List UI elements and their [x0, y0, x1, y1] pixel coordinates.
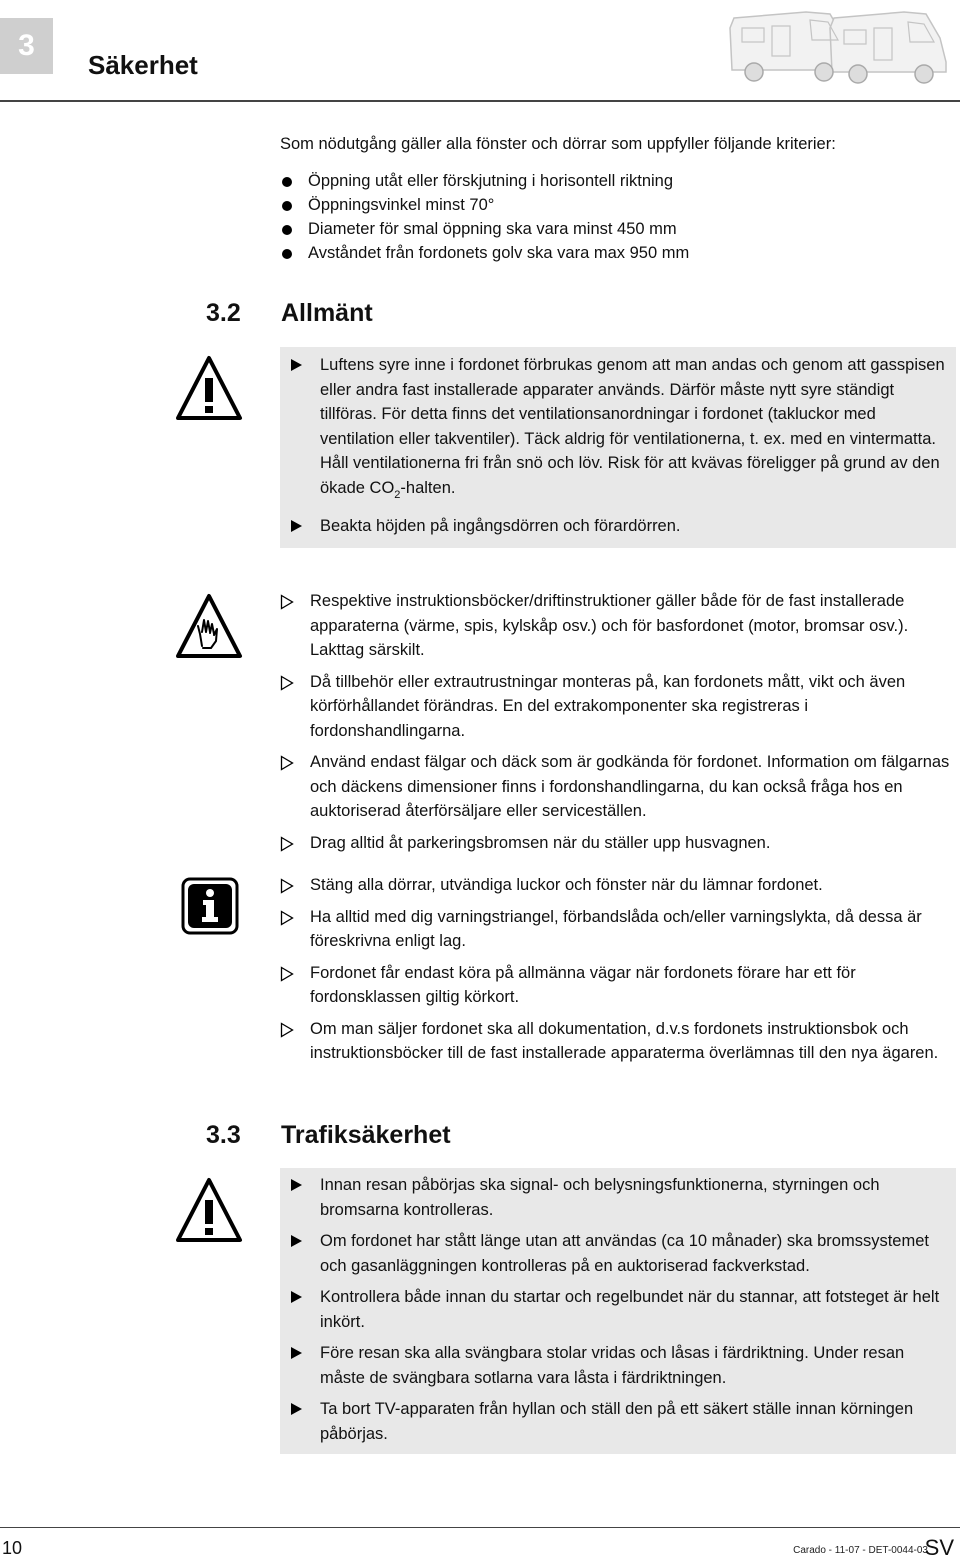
warning-item: Innan resan påbörjas ska signal- och belysningsfunktionerna, styrningen och bromsarna kontrolleras. — [280, 1173, 956, 1222]
general-warning-box — [280, 347, 956, 548]
warning-triangle-icon — [175, 1176, 243, 1244]
arrow-bullet-icon — [291, 359, 302, 371]
list-item: Öppningsvinkel minst 70° — [280, 193, 950, 217]
open-arrow-bullet-icon — [280, 675, 294, 691]
bullet-dot-icon — [282, 225, 292, 235]
warning-item: Ta bort TV-apparaten från hyllan och ställ den på ett säkert ställe innan körningen påbörjas. — [280, 1397, 956, 1446]
arrow-bullet-icon — [291, 1235, 302, 1247]
arrow-bullet-icon — [291, 1347, 302, 1359]
arrow-bullet-icon — [291, 1291, 302, 1303]
note-item: Då tillbehör eller extrautrustningar monteras på, kan fordonets mått, vikt och även körförhållandet förändras. En del extrakomponenter ska registreras i fordonshandlingarna. — [280, 670, 956, 744]
open-arrow-bullet-icon — [280, 878, 294, 894]
open-arrow-bullet-icon — [280, 966, 294, 982]
info-item: Ha alltid med dig varningstriangel, förbandslåda och/eller varningslykta, då dessa är föreskrivna enligt lag. — [280, 905, 956, 954]
motorhome-illustration — [726, 4, 958, 90]
note-item: Drag alltid åt parkeringsbromsen när du ställer upp husvagnen. — [280, 831, 956, 856]
info-item: Om man säljer fordonet ska all dokumentation, d.v.s fordonets instruktionsbok och instruktionsböcker till de fast installerade apparaterma överlämnas till den nya ägaren. — [280, 1017, 956, 1066]
traffic-warning-box — [280, 1168, 956, 1454]
open-arrow-bullet-icon — [280, 910, 294, 926]
arrow-bullet-icon — [291, 1403, 302, 1415]
footer-divider — [0, 1527, 960, 1528]
open-arrow-bullet-icon — [280, 755, 294, 771]
arrow-bullet-icon — [291, 520, 302, 532]
note-item: Respektive instruktionsböcker/driftinstruktioner gäller både för de fast installerade apparaterna (värme, spis, kylskåp osv.) och för basfordonet (motor, bromsar osv.). Lakttag särskilt. — [280, 589, 956, 663]
list-item: Öppning utåt eller förskjutning i horisontell riktning — [280, 169, 950, 193]
info-list — [280, 873, 956, 1073]
note-item: Använd endast fälgar och däck som är godkända för fordonet. Information om fälgarnas och däckens dimensioner finns i fordonshandlingarna, du kan också fråga hos en auktoriserad återförsäljare eller serviceställen. — [280, 750, 956, 824]
warning-triangle-icon — [175, 354, 243, 422]
open-arrow-bullet-icon — [280, 594, 294, 610]
open-arrow-bullet-icon — [280, 1022, 294, 1038]
section-title: Trafiksäkerhet — [281, 1121, 451, 1149]
chapter-number-box — [0, 18, 53, 74]
chapter-title: Säkerhet — [88, 50, 198, 80]
warning-item: Luftens syre inne i fordonet förbrukas genom att man andas och genom att gasspisen eller andra fast installerade apparater används. Därför måste nytt syre ständigt tillföras. För detta finns det ventilationsanordningar i fordonet (takluckor med ventilation eller takventiler). Täck aldrig för ventilationerna, t. ex. med en vintermatta. Håll ventilationerna fri från snö och löv. Risk för att kvävas föreligger på grund av den ökade $CO_2$-halten. — [280, 353, 956, 507]
section-number: 3.2 — [206, 299, 241, 327]
bullet-dot-icon — [282, 249, 292, 259]
section-title: Allmänt — [281, 299, 373, 327]
chapter-number: 3 — [18, 29, 35, 62]
list-item: Avståndet från fordonets golv ska vara max 950 mm — [280, 241, 950, 265]
header-divider — [0, 100, 960, 102]
bullet-dot-icon — [282, 177, 292, 187]
warning-item: Om fordonet har stått länge utan att användas (ca 10 månader) ska bromssystemet och gasanläggningen kontrolleras på en auktoriserad fackverkstad. — [280, 1229, 956, 1278]
page-number: 10 — [2, 1538, 23, 1558]
document-code: Carado - 11-07 - DET-0044-03 — [793, 1545, 928, 1556]
info-item: Fordonet får endast köra på allmänna vägar när fordonets förare har ett för fordonsklassen giltig körkort. — [280, 961, 956, 1010]
language-code: SV — [924, 1535, 954, 1560]
intro-text: Som nödutgång gäller alla fönster och dörrar som uppfyller följande kriterier: — [280, 135, 836, 153]
warning-item: Före resan ska alla svängbara stolar vridas och låsas i färdriktning. Under resan måste de svängbara sotlarna vara låsta i färdriktningen. — [280, 1341, 956, 1390]
open-arrow-bullet-icon — [280, 836, 294, 852]
info-icon — [181, 877, 239, 935]
info-item: Stäng alla dörrar, utvändiga luckor och fönster när du lämnar fordonet. — [280, 873, 956, 898]
hand-attention-icon — [175, 592, 243, 660]
section-number: 3.3 — [206, 1121, 241, 1149]
notes-list — [280, 589, 956, 862]
warning-item: Beakta höjden på ingångsdörren och förardörren. — [280, 514, 956, 539]
list-item: Diameter för smal öppning ska vara minst 450 mm — [280, 217, 950, 241]
arrow-bullet-icon — [291, 1179, 302, 1191]
criteria-list — [280, 169, 950, 265]
bullet-dot-icon — [282, 201, 292, 211]
warning-item: Kontrollera både innan du startar och regelbundet när du stannar, att fotsteget är helt inkört. — [280, 1285, 956, 1334]
